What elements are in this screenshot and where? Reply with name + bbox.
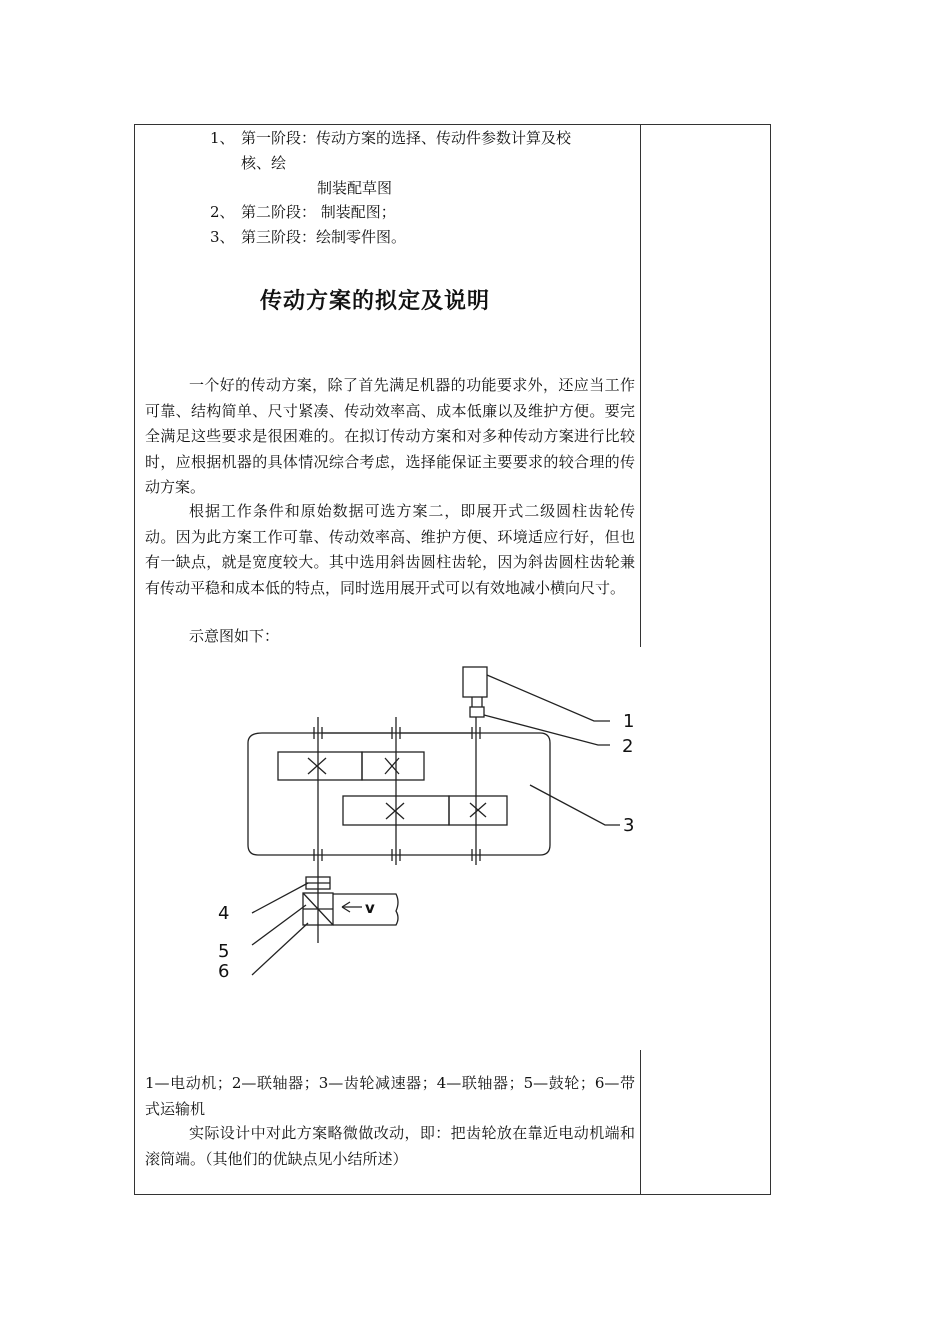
section-title: 传动方案的拟定及说明 [260, 289, 491, 314]
diagram-label-4: 4 [218, 903, 230, 924]
gearbox-housing [248, 733, 550, 855]
paragraph-scheme: 根据工作条件和原始数据可选方案二，即展开式二级圆柱齿轮传动。因为此方案工作可靠、传动效率高、维护方便、环境适应行好，但也有一缺点，就是宽度较大。其中选用斜齿圆柱齿轮，因为斜齿圆柱齿轮兼有传动平稳和成本低的特点，同时选用展开式可以有效地减小横向尺寸。 [145, 502, 635, 597]
coupling-upper [470, 707, 484, 717]
step-3-line1: 第三阶段：绘制零件图。 [241, 228, 407, 246]
gear-upper-right [362, 752, 424, 780]
diagram-label-2: 2 [622, 736, 634, 757]
column-divider-top [640, 124, 641, 647]
step-1-number: 1、 [210, 129, 235, 147]
column-divider-bottom [640, 1050, 641, 1195]
paragraph-final: 实际设计中对此方案略微做改动，即：把齿轮放在靠近电动机端和滚筒端。（其他们的优缺点见小结所述） [145, 1124, 635, 1168]
motor [463, 667, 487, 697]
diagram-label-5: 5 [218, 941, 230, 962]
diagram-label-6: 6 [218, 961, 230, 982]
paragraph-intro: 一个好的传动方案，除了首先满足机器的功能要求外，还应当工作可靠、结构简单、尺寸紧凑、传动效率高、成本低廉以及维护方便。要完全满足这些要求是很困难的。在拟订传动方案和对多种传动方案进行比较时，应根据机器的具体情况综合考虑，选择能保证主要要求的较合理的传动方案。 [145, 376, 635, 496]
step-1-line3: 制装配草图 [317, 179, 393, 197]
step-1-line2: 核、绘 [241, 154, 287, 172]
diagram-label-1: 1 [623, 711, 635, 732]
step-2-line1: 第二阶段： 制装配图； [241, 203, 396, 221]
step-3-number: 3、 [210, 228, 235, 246]
step-2-number: 2、 [210, 203, 235, 221]
diagram-legend: 1—电动机；2—联轴器；3—齿轮减速器；4—联轴器；5—鼓轮；6—带式运输机 [145, 1074, 635, 1118]
diagram-label-3: 3 [623, 815, 635, 836]
transmission-diagram [200, 655, 650, 985]
velocity-label: v [365, 899, 375, 917]
gear-upper-left [278, 752, 362, 780]
step-1-line1: 第一阶段：传动方案的选择、传动件参数计算及校 [241, 129, 572, 147]
paragraph-diagram-caption: 示意图如下： [189, 627, 280, 645]
